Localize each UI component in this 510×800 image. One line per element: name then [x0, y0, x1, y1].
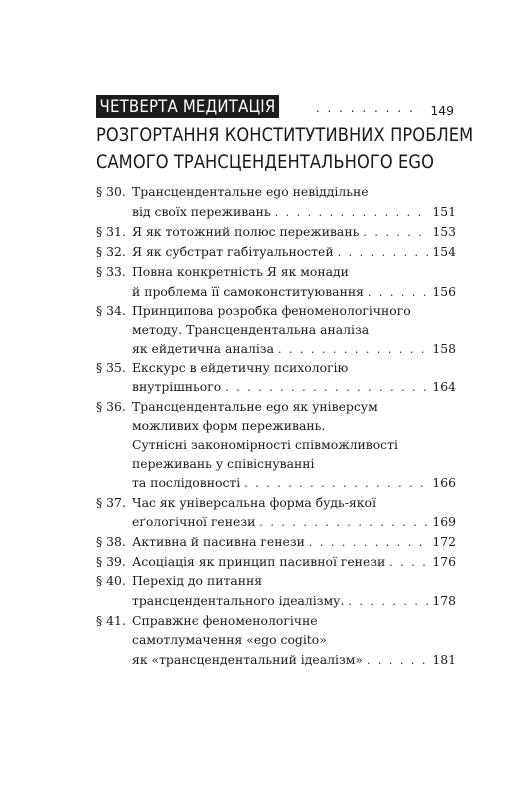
toc-entry-31: [96, 224, 456, 241]
page-number: 172: [432, 534, 456, 549]
chapter-subtitle-line-2: САМОГО ТРАНСЦЕНДЕНТАЛЬНОГО EGO: [96, 152, 435, 173]
toc-entry-36-cont: [132, 456, 456, 472]
page-number: 164: [432, 379, 456, 394]
page-number: 176: [432, 554, 456, 569]
toc-entry-33: [96, 264, 456, 280]
chapter-page-number: 149: [430, 103, 454, 118]
toc-entry-36-cont: [132, 418, 456, 434]
toc-entry-36: [96, 399, 456, 415]
section-number: § 37.: [96, 495, 126, 510]
section-title: Трансцендентальне ego як універсум: [132, 399, 378, 414]
section-number: § 38.: [96, 534, 126, 549]
toc-entry-39: [96, 554, 456, 571]
section-title: Я як субстрат габітуальностей: [132, 244, 334, 259]
page-number: 153: [432, 224, 456, 239]
toc-entry-35: [96, 360, 456, 376]
section-number: § 30.: [96, 184, 126, 199]
page-number: 166: [432, 475, 456, 490]
dot-leader: [389, 555, 428, 571]
toc-entry-34-cont: [132, 322, 456, 338]
section-title: Принципова розробка феноменологічного: [132, 303, 411, 318]
toc-entry-34-cont: [132, 341, 456, 358]
section-number: § 40.: [96, 573, 126, 588]
section-title: й проблема її самоконституювання: [132, 284, 364, 299]
toc-entry-37-cont: [132, 514, 456, 531]
chapter-heading-row: [96, 92, 454, 118]
section-number: § 32.: [96, 244, 126, 259]
section-title: можливих форм переживань.: [132, 418, 326, 433]
section-title: самотлумачення «ego cogito»: [132, 632, 327, 647]
dot-leader: [275, 205, 429, 221]
toc-entry-41-cont: [132, 652, 456, 669]
dot-leader: [225, 380, 428, 396]
section-title: як ейдетична аналіза: [132, 341, 274, 356]
section-title: Сутнісні закономірності співможливості: [132, 437, 398, 452]
toc-entry-38: [96, 534, 456, 551]
page-number: 151: [432, 204, 456, 219]
toc-entry-34: [96, 303, 456, 319]
section-title: трансцендентального ідеалізму.: [132, 593, 345, 608]
section-title: Активна й пасивна генези: [132, 534, 305, 549]
page-number: 181: [432, 652, 456, 667]
section-number: § 35.: [96, 360, 126, 375]
section-title: Екскурс в ейдетичну психологію: [132, 360, 349, 375]
toc-entry-37: [96, 495, 456, 511]
dot-leader: [338, 245, 429, 261]
section-title: Справжнє феноменологічне: [132, 613, 318, 628]
section-title: внутрішнього: [132, 379, 222, 394]
section-title: Я як тотожний полюс переживань: [132, 224, 360, 239]
dot-leader: [368, 285, 428, 301]
section-number: § 41.: [96, 613, 126, 628]
toc-entry-40-cont: [132, 593, 456, 610]
toc-entry-41-cont: [132, 632, 456, 648]
toc-entry-36-cont: [132, 437, 456, 453]
section-number: § 36.: [96, 399, 126, 414]
page-number: 156: [432, 284, 456, 299]
section-number: § 39.: [96, 554, 126, 569]
section-title: переживань у співіснуванні: [132, 456, 315, 471]
dot-leader: [367, 653, 428, 669]
toc-entry-32: [96, 244, 456, 261]
page-number: 154: [432, 244, 456, 259]
toc-entry-41: [96, 613, 456, 629]
section-number: § 31.: [96, 224, 126, 239]
section-title: як «трансцендентальний ідеалізм»: [132, 652, 363, 667]
page-number: 169: [432, 514, 456, 529]
section-number: § 33.: [96, 264, 126, 279]
section-title: від своїх переживань: [132, 204, 271, 219]
page-number: 158: [432, 341, 456, 356]
dot-leader: [363, 225, 428, 241]
dot-leader: [259, 515, 428, 531]
toc-entry-33-cont: [132, 284, 456, 301]
section-title: Перехід до питання: [132, 573, 263, 588]
toc-entry-30: [96, 184, 456, 200]
toc-entry-40: [96, 573, 456, 589]
dot-leader: [348, 594, 428, 610]
section-title: та послідовності: [132, 475, 241, 490]
section-title: еґологічної генези: [132, 514, 256, 529]
section-title: Повна конкретність Я як монади: [132, 264, 349, 279]
dot-leader: [316, 101, 422, 115]
section-title: Час як універсальна форма будь-якої: [132, 495, 376, 510]
dot-leader: [309, 535, 429, 551]
section-title: Трансцендентальне ego невіддільне: [132, 184, 369, 199]
toc-entry-35-cont: [132, 379, 456, 396]
toc-entry-36-cont: [132, 475, 456, 492]
section-title: Асоціація як принцип пасивної генези: [132, 554, 386, 569]
page-number: 178: [432, 593, 456, 608]
chapter-subtitle-line-1: РОЗГОРТАННЯ КОНСТИТУТИВНИХ ПРОБЛЕМ: [96, 125, 474, 146]
toc-entry-30-cont: [132, 204, 456, 221]
chapter-title: ЧЕТВЕРТА МЕДИТАЦІЯ: [96, 95, 279, 118]
section-title: методу. Трансцендентальна аналіза: [132, 322, 370, 337]
dot-leader: [244, 476, 428, 492]
dot-leader: [278, 342, 428, 358]
section-number: § 34.: [96, 303, 126, 318]
